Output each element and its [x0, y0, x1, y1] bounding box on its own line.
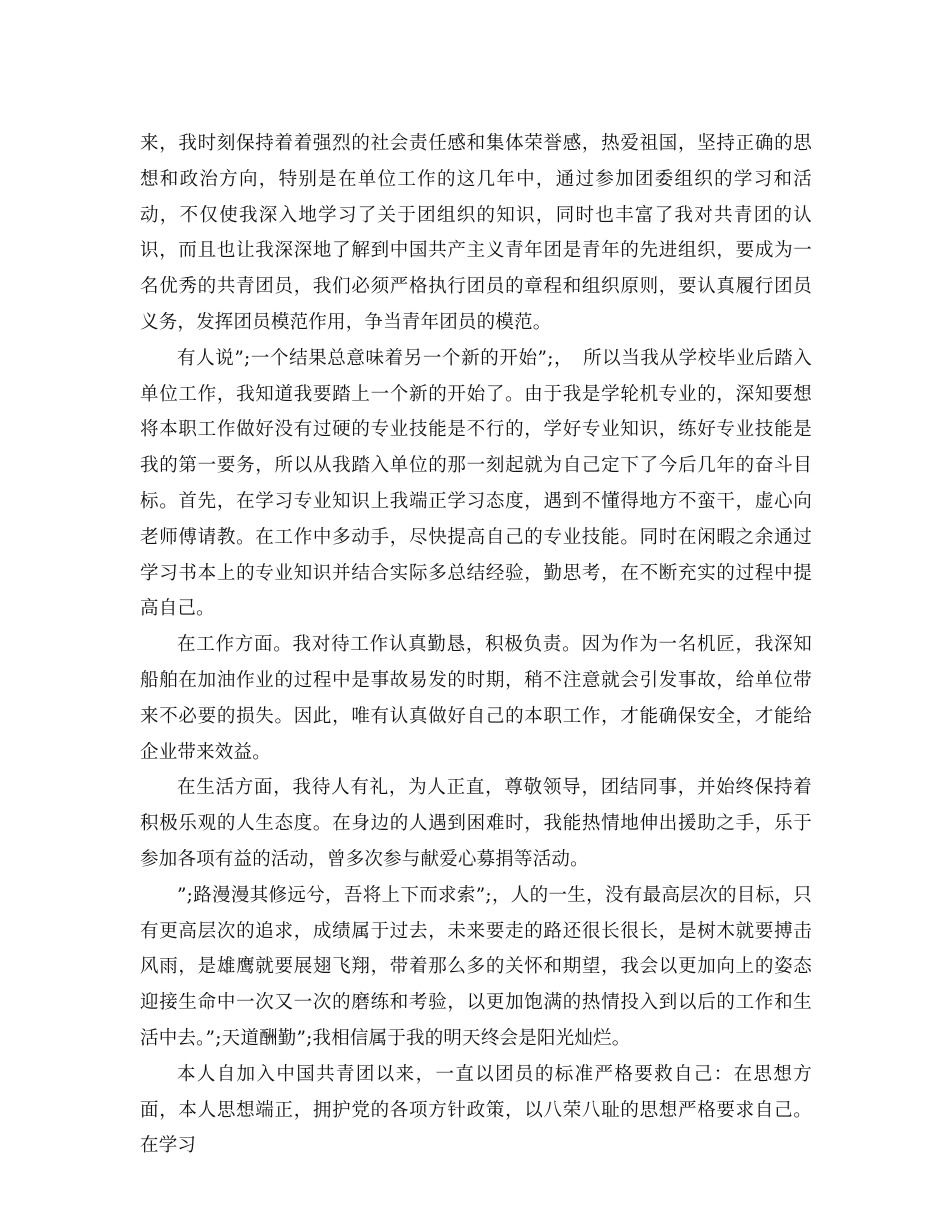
paragraph-6: 本人自加入中国共青团以来，一直以团员的标准严格要救自己：在思想方面，本人思想端正，拥护党的各项方针政策，以八荣八耻的思想严格要求自己。在学习 — [140, 1063, 812, 1157]
paragraph-3: 在工作方面。我对待工作认真勤恳，积极负责。因为作为一名机匠，我深知船舶在加油作业的过程中是事故易发的时期，稍不注意就会引发事故，给单位带来不必要的损失。因此，唯有认真做好自己的本职工作，才能确保安全，才能给企业带来效益。 — [140, 634, 812, 763]
paragraph-2: 有人说”;一个结果总意味着另一个新的开始”;， 所以当我从学校毕业后踏入单位工作，我知道我要踏上一个新的开始了。由于我是学轮机专业的，深知要想将本职工作做好没有过硬的专业技能是不行的，学好专业知识，练好专业技能是我的第一要务，所以从我踏入单位的那一刻起就为自己定下了今后几年的奋斗目标。首先，在学习专业知识上我端正学习态度，遇到不懂得地方不蛮干，虚心向老师傅请教。在工作中多动手，尽快提高自己的专业技能。同时在闲暇之余通过学习书本上的专业知识并结合实际多总结经验，勤思考，在不断充实的过程中提高自己。 — [140, 347, 812, 620]
document-body — [140, 126, 812, 1164]
paragraph-5: ”;路漫漫其修远兮，吾将上下而求索”;，人的一生，没有最高层次的目标，只有更高层次的追求，成绩属于过去，未来要走的路还很长很长，是树木就要搏击风雨，是雄鹰就要展翅飞翔，带着那么多的关怀和期望，我会以更加向上的姿态迎接生命中一次又一次的磨练和考验，以更加饱满的热情投入到以后的工作和生活中去。”;天道酬勤”;我相信属于我的明天终会是阳光灿烂。 — [140, 884, 812, 1049]
paragraph-1: 来，我时刻保持着着强烈的社会责任感和集体荣誉感，热爱祖国，坚持正确的思想和政治方向，特别是在单位工作的这几年中，通过参加团委组织的学习和活动，不仅使我深入地学习了关于团组织的知识，同时也丰富了我对共青团的认识，而且也让我深深地了解到中国共产主义青年团是青年的先进组织，要成为一名优秀的共青团员，我们必须严格执行团员的章程和组织原则，要认真履行团员义务，发挥团员模范作用，争当青年团员的模范。 — [140, 133, 812, 333]
paragraph-4: 在生活方面，我待人有礼，为人正直，尊敬领导，团结同事，并始终保持着积极乐观的人生态度。在身边的人遇到困难时，我能热情地伸出援助之手，乐于参加各项有益的活动，曾多次参与献爱心募捐等活动。 — [140, 777, 812, 870]
